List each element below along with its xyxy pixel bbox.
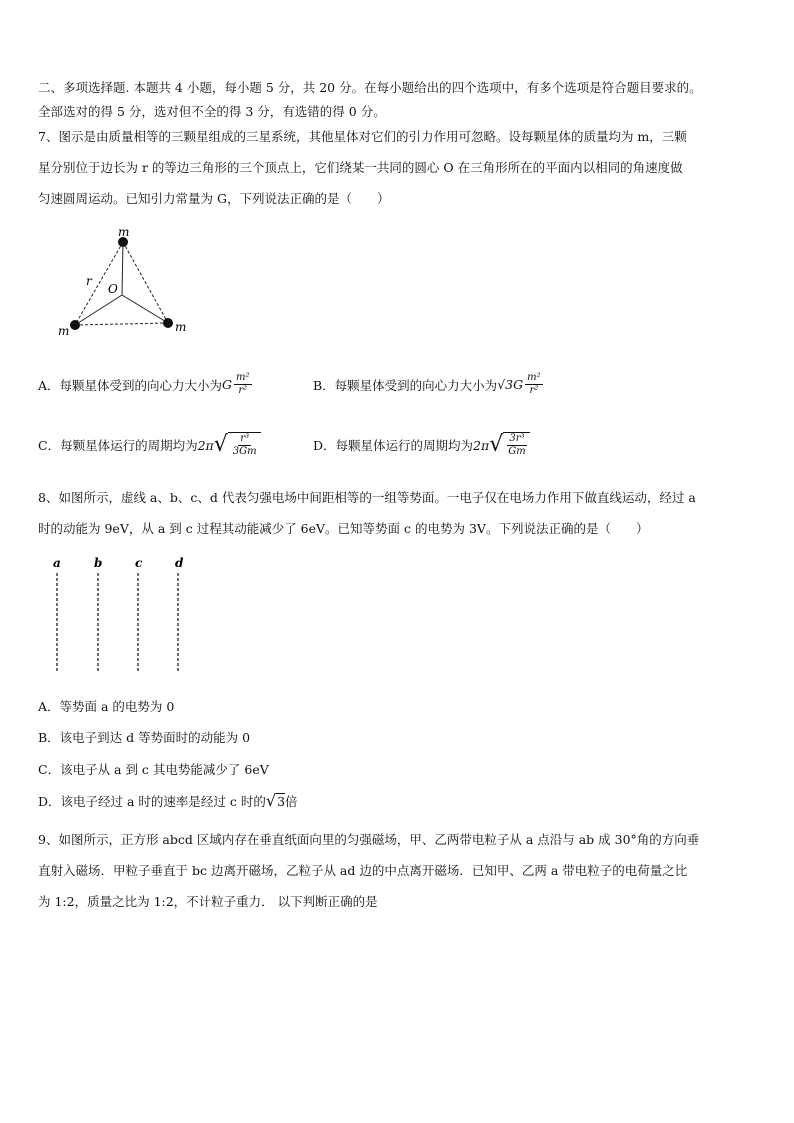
q7-option-a-fraction — [234, 372, 252, 397]
q7-option-c-fraction — [231, 433, 259, 458]
q7-option-c-prefix: 2π — [197, 437, 214, 453]
q7-option-d-fraction — [506, 433, 527, 458]
triangle-bottom-side — [75, 323, 168, 325]
radicand — [503, 432, 529, 458]
label-d: d — [175, 556, 184, 570]
fraction-numerator: m² — [236, 372, 250, 383]
q8-option-b[interactable]: B．该电子到达 d 等势面时的动能为 0 — [38, 730, 251, 745]
radius-top — [122, 242, 123, 295]
q8-text-line2: 时的动能为 9eV，从 a 到 c 过程其动能减少了 6eV。已知等势面 c 的电势为 3V。下列说法正确的是（ ） — [38, 521, 649, 536]
section-instruction-line1: 二、多项选择题. 本题共 4 小题，每小题 5 分，共 20 分。在每小题给出的四个选项中，有多个选项是符合题目要求的。 — [38, 80, 702, 95]
q8-option-c[interactable]: C．该电子从 a 到 c 其电势能减少了 6eV — [38, 762, 269, 777]
q7-option-d-prefix: 2π — [473, 437, 490, 453]
q7-text-line1: 7、图示是由质量相等的三颗星组成的三星系统，其他星体对它们的引力作用可忽略。设每颗星体的质量均为 m，三颗 — [38, 129, 687, 144]
label-o-center: O — [108, 282, 118, 296]
fraction-numerator: 3r³ — [509, 433, 525, 444]
radical-sign-icon: √ — [213, 432, 228, 457]
fraction-denominator: 3Gm — [232, 446, 257, 457]
q8-option-d[interactable] — [38, 792, 298, 810]
q7-option-d-sqrt — [489, 432, 530, 458]
q7-text-line2: 星分别位于边长为 r 的等边三角形的三个顶点上，它们绕某一共同的圆心 O 在三角形所在的平面内以相同的角速度做 — [38, 160, 683, 175]
fraction-numerator: r³ — [240, 433, 250, 444]
q7-option-b-text: B．每颗星体受到的向心力大小为 — [313, 377, 498, 393]
fraction-denominator: Gm — [508, 446, 526, 457]
q7-three-star-diagram — [50, 225, 200, 340]
q8-option-d-sqrt — [266, 793, 285, 809]
q8-equipotential-diagram — [45, 553, 195, 678]
q7-option-c-sqrt — [214, 432, 261, 458]
q7-text-line3: 匀速圆周运动。已知引力常量为 G，下列说法正确的是（ ） — [38, 191, 390, 206]
fraction-numerator: m² — [527, 372, 541, 383]
q7-option-b-coef: √3G — [497, 377, 524, 392]
radical-sign-icon: √ — [489, 432, 504, 457]
q9-text-line3: 为 1:2，质量之比为 1:2，不计粒子重力． 以下判断正确的是 — [38, 894, 378, 909]
q9-text-line1: 9、如图所示，正方形 abcd 区域内存在垂直纸面向里的匀强磁场，甲、乙两带电粒子从 a 点沿与 ab 成 30°角的方向垂 — [38, 832, 700, 847]
q7-option-a-text: A．每颗星体受到的向心力大小为 — [38, 377, 223, 393]
label-b: b — [94, 556, 103, 570]
label-m-top: m — [118, 225, 130, 239]
q7-option-d[interactable] — [313, 432, 530, 458]
radius-left — [75, 295, 122, 325]
q8-text-line1: 8、如图所示，虚线 a、b、c、d 代表匀强电场中间距相等的一组等势面。一电子仅在电场力作用下做直线运动，经过 a — [38, 490, 696, 505]
q7-option-b-fraction — [525, 372, 543, 397]
triangle-right-side — [123, 242, 168, 323]
q7-option-c-text: C．每颗星体运行的周期均为 — [38, 438, 198, 453]
label-c: c — [135, 556, 143, 570]
radical-sign-icon: √ — [265, 791, 277, 810]
q9-text-line2: 直射入磁场．甲粒子垂直于 bc 边离开磁场，乙粒子从 ad 边的中点离开磁场．已知甲、乙两 a 带电粒子的电荷量之比 — [38, 863, 688, 878]
fraction-denominator: r² — [238, 385, 248, 396]
star-left — [70, 320, 80, 330]
q7-option-a[interactable] — [38, 372, 254, 397]
q8-option-d-text: D．该电子经过 a 时的速率是经过 c 时的 — [38, 794, 266, 809]
q7-option-c[interactable] — [38, 432, 261, 458]
radicand: 3 — [277, 794, 286, 809]
q7-option-d-text: D．每颗星体运行的周期均为 — [313, 438, 474, 453]
label-m-right: m — [175, 320, 187, 334]
q8-option-d-suffix: 倍 — [285, 794, 298, 809]
label-r-side: r — [86, 274, 92, 288]
radicand — [228, 432, 261, 458]
q7-option-b[interactable] — [313, 372, 545, 397]
fraction-denominator: r² — [529, 385, 539, 396]
star-right — [163, 318, 173, 328]
radius-right — [122, 295, 168, 323]
section-instruction-line2: 全部选对的得 5 分，选对但不全的得 3 分，有选错的得 0 分。 — [38, 104, 386, 119]
q7-option-a-coef: G — [222, 377, 233, 392]
q8-option-a[interactable]: A．等势面 a 的电势为 0 — [38, 699, 175, 714]
label-a: a — [53, 556, 61, 570]
label-m-left: m — [58, 324, 70, 338]
